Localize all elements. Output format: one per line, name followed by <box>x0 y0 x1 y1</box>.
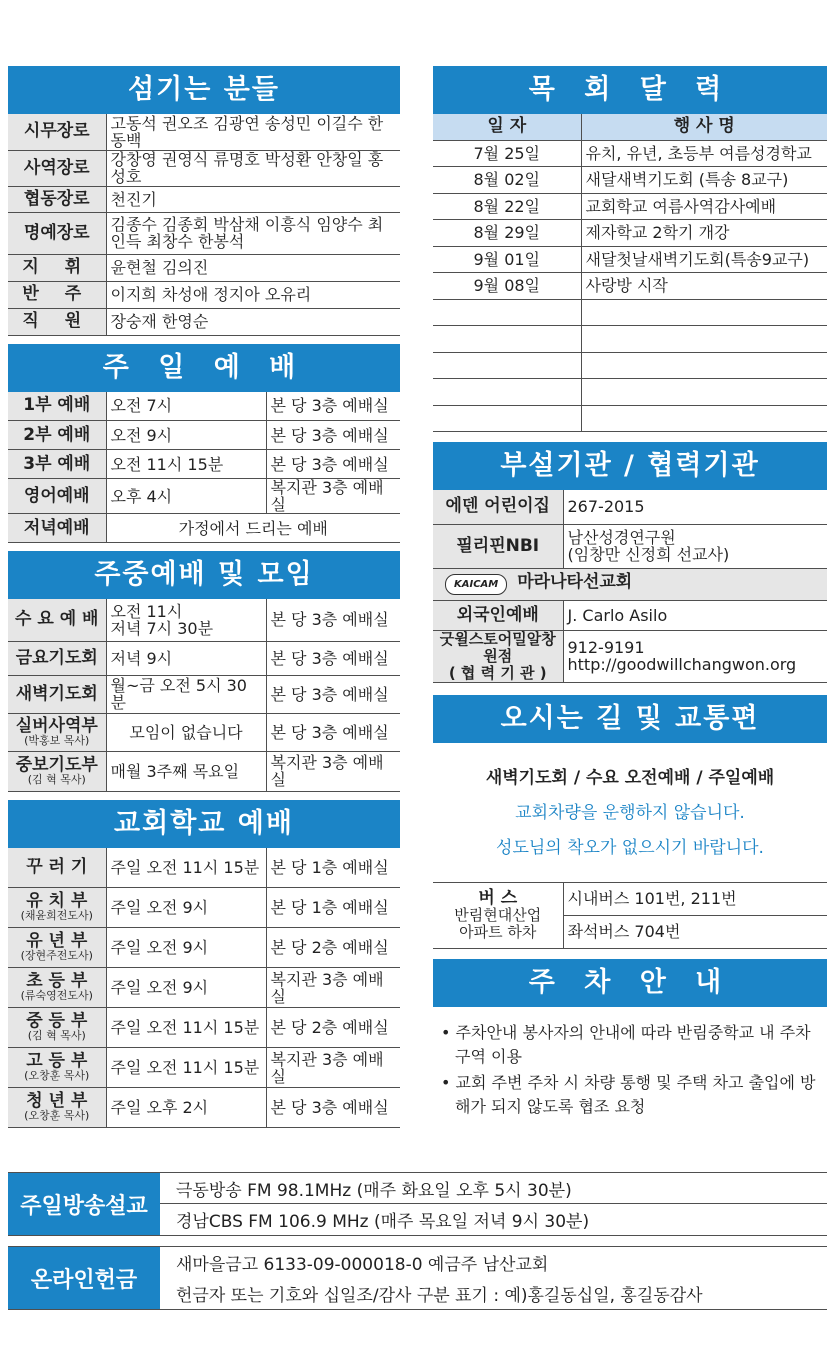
sunday-header: 주 일 예 배 <box>8 344 400 392</box>
directions-header: 오시는 길 및 교통편 <box>433 695 827 743</box>
school-table <box>8 848 400 1129</box>
table-row <box>433 352 827 379</box>
broadcast-label: 주일방송설교 <box>8 1173 160 1235</box>
directions-notice: 새벽기도회 / 수요 오전예배 / 주일예배 교회차량을 운행하지 않습니다. 성도님의 착오가 없으시기 바랍니다. <box>485 767 775 858</box>
sunday-table <box>8 392 400 544</box>
table-row: 중보기도부 (김 혁 목사) 매월 3주째 목요일 복지관 3층 예배실 <box>8 751 400 791</box>
offering-line-2: 헌금자 또는 기호와 십일조/감사 구분 표기 : 예)홍길동십일, 홍길동감사 <box>176 1286 703 1306</box>
broadcast-bar <box>8 1172 827 1236</box>
list-item: • 주차안내 봉사자의 안내에 따라 반림중학교 내 주차구역 이용 <box>441 1022 811 1066</box>
list-item: • 교회 주변 주차 시 차량 통행 및 주택 차고 출입에 방해가 되지 않도록 협조 요청 <box>441 1072 816 1116</box>
offering-bar <box>8 1246 827 1310</box>
table-row: 청 년 부 (오창훈 목사) 주일 오후 2시 본 당 3층 예배실 <box>8 1088 400 1128</box>
bus-table <box>433 882 827 949</box>
table-row: 금요기도회 저녁 9시 본 당 3층 예배실 <box>8 641 400 675</box>
table-row <box>433 299 827 326</box>
serving-table <box>8 114 400 336</box>
table-row: 8월 22일 교회학교 여름사역감사예배 <box>433 193 827 220</box>
table-row: 실버사역부 (박홍보 목사) 모임이 없습니다 본 당 3층 예배실 <box>8 713 400 751</box>
table-row: 중 등 부 (김 혁 목사) 주일 오전 11시 15분 본 당 2층 예배실 <box>8 1008 400 1048</box>
table-row: 새벽기도회 월~금 오전 5시 30분 본 당 3층 예배실 <box>8 675 400 713</box>
calendar-table <box>433 114 827 432</box>
table-row: 일 자 행 사 명 <box>433 114 827 140</box>
broadcast-line-1: 극동방송 FM 98.1MHz (매주 화요일 오후 5시 30분) <box>160 1173 827 1204</box>
broadcast-line-2: 경남CBS FM 106.9 MHz (매주 목요일 저녁 9시 30분) <box>176 1212 590 1232</box>
goodwill-url: http://goodwillchangwon.org <box>567 655 797 674</box>
table-row: 7월 25일 유치, 유년, 초등부 여름성경학교 <box>433 140 827 167</box>
table-row: KAICAM 마라나타선교회 <box>433 568 827 600</box>
table-row: 8월 29일 제자학교 2학기 개강 <box>433 220 827 247</box>
left-column <box>8 66 400 1128</box>
table-row: 영어예배 오후 4시 복지관 3층 예배실 <box>8 479 400 514</box>
orgs-header: 부설기관 / 협력기관 <box>433 442 827 490</box>
table-row: 사역장로 강창영 권영식 류명호 박성환 안창일 홍성호 <box>8 150 400 186</box>
school-header: 교회학교 예배 <box>8 800 400 848</box>
right-column <box>433 66 827 1121</box>
weekday-table <box>8 599 400 792</box>
table-row: 2부 예배 오전 9시 본 당 3층 예배실 <box>8 421 400 450</box>
table-row: 3부 예배 오전 11시 15분 본 당 3층 예배실 <box>8 450 400 479</box>
table-row: 초 등 부 (류숙영전도사) 주일 오전 9시 복지관 3층 예배실 <box>8 968 400 1008</box>
table-row: 시무장로 고동석 권오조 김광연 송성민 이길수 한동백 <box>8 114 400 150</box>
table-row: 명예장로 김종수 김종회 박삼채 이흥식 임양수 최인득 최창수 한봉석 <box>8 212 400 254</box>
table-row: 고 등 부 (오창훈 목사) 주일 오전 11시 15분 복지관 3층 예배실 <box>8 1048 400 1088</box>
weekday-header: 주중예배 및 모임 <box>8 551 400 599</box>
table-row: 9월 01일 새달첫날새벽기도회(특송9교구) <box>433 246 827 273</box>
table-row: 수 요 예 배 오전 11시 저녁 7시 30분 본 당 3층 예배실 <box>8 599 400 641</box>
table-row: 1부 예배 오전 7시 본 당 3층 예배실 <box>8 392 400 421</box>
table-row: 반 주 이지희 차성애 정지아 오유리 <box>8 281 400 308</box>
table-row: 협동장로 천진기 <box>8 186 400 212</box>
parking-header: 주 차 안 내 <box>433 959 827 1007</box>
table-row: 직 원 장숭재 한영순 <box>8 308 400 335</box>
table-row: 필리핀NBI 남산성경연구원 (임창만 신정희 선교사) <box>433 524 827 568</box>
table-row: 버 스 반림현대산업 아파트 하차 시내버스 101번, 211번 <box>433 882 827 915</box>
offering-label: 온라인헌금 <box>8 1247 160 1309</box>
table-row: 외국인예배 J. Carlo Asilo <box>433 600 827 630</box>
orgs-table <box>433 490 827 683</box>
table-row: 굿윌스토어밀알창원점 ( 협 력 기 관 ) 912-9191 http://goodwillchangwon.org <box>433 630 827 682</box>
offering-line-1: 새마을금고 6133-09-000018-0 예금주 남산교회 <box>176 1255 549 1275</box>
table-row: 8월 02일 새달새벽기도회 (특송 8교구) <box>433 167 827 194</box>
table-row: 지 휘 윤현철 김의진 <box>8 254 400 281</box>
calendar-header: 목 회 달 력 <box>433 66 827 114</box>
table-row: 저녁예배 가정에서 드리는 예배 <box>8 514 400 543</box>
table-row: 9월 08일 사랑방 시작 <box>433 273 827 300</box>
parking-list <box>433 1007 827 1119</box>
table-row: 좌석버스 704번 <box>433 915 827 948</box>
table-row <box>433 405 827 432</box>
serving-header: 섬기는 분들 <box>8 66 400 114</box>
table-row: 유 년 부 (장현주전도사) 주일 오전 9시 본 당 2층 예배실 <box>8 928 400 968</box>
table-row: 꾸 러 기 주일 오전 11시 15분 본 당 1층 예배실 <box>8 848 400 888</box>
table-row: 에덴 어린이집 267-2015 <box>433 490 827 524</box>
table-row <box>433 326 827 353</box>
table-row <box>433 379 827 406</box>
kaicam-logo: KAICAM <box>445 574 507 595</box>
table-row: 유 치 부 (채윤희전도사) 주일 오전 9시 본 당 1층 예배실 <box>8 888 400 928</box>
